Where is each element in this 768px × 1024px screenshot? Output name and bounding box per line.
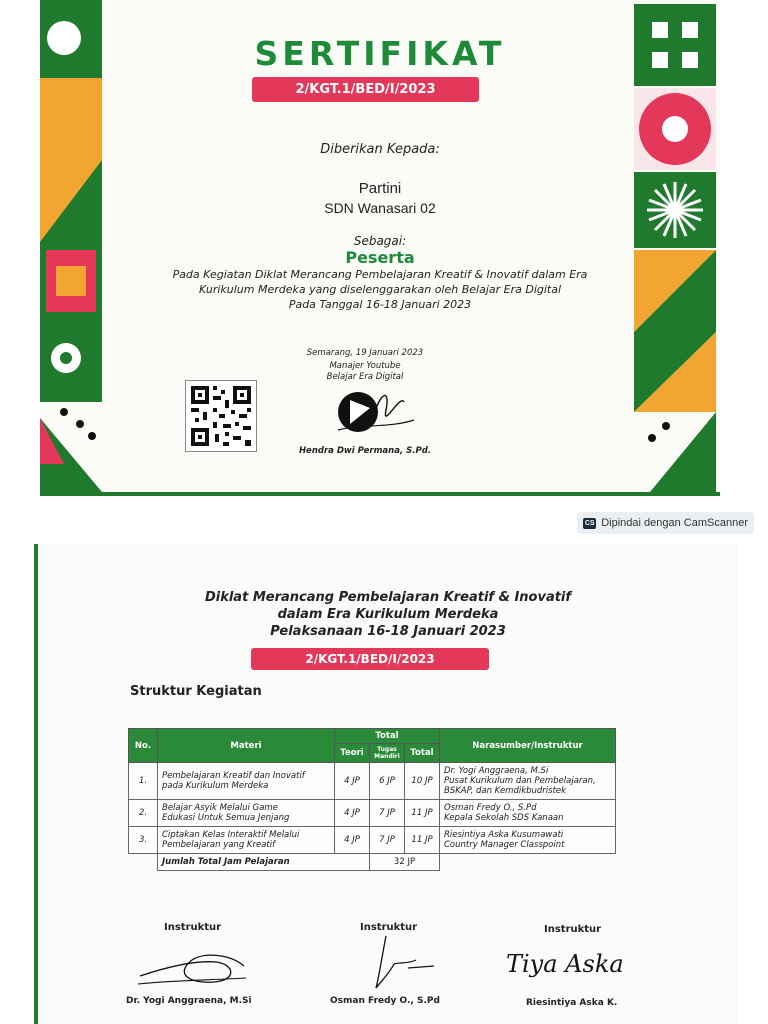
header-total: Total: [405, 744, 440, 763]
row-teori: 4 JP: [335, 763, 370, 800]
row-narasumber-line: Riesintiya Aska Kusumawati: [444, 830, 564, 840]
page2-title-line: Diklat Merancang Pembelajaran Kreatif & Inovatif: [204, 590, 572, 605]
row-materi-line: Ciptakan Kelas Interaktif Melalui: [162, 830, 300, 840]
row-tugas: 7 JP: [370, 827, 405, 854]
row-materi: [158, 827, 335, 854]
table-row: [129, 827, 616, 854]
camscanner-icon: CS: [584, 519, 595, 527]
recipient-school: SDN Wanasari 02: [324, 200, 436, 216]
row-total: 11 JP: [405, 827, 440, 854]
row-narasumber: [440, 827, 616, 854]
signature-2: [364, 932, 444, 998]
scanner-watermark: [577, 512, 754, 534]
signature-label: Instruktur: [164, 922, 222, 933]
header-teori: Teori: [335, 744, 370, 763]
recipient-role: Peserta: [345, 248, 415, 267]
total-spacer: [440, 854, 616, 871]
table-total-row: [129, 854, 616, 871]
row-total: 11 JP: [405, 800, 440, 827]
row-no: 2.: [129, 800, 158, 827]
total-value: 32 JP: [370, 854, 440, 871]
row-materi-line: Belajar Asyik Melalui Game: [162, 803, 278, 813]
total-label: Jumlah Total Jam Pelajaran: [158, 854, 370, 871]
row-materi-line: Pembelajaran yang Kreatif: [162, 840, 276, 850]
row-narasumber-line: Country Manager Classpoint: [444, 840, 565, 850]
row-materi-line: pada Kurikulum Merdeka: [162, 781, 269, 791]
header-no: No.: [129, 729, 158, 763]
row-materi: [158, 763, 335, 800]
activity-structure-page: [34, 544, 738, 1024]
signer-title: Manajer Youtube: [329, 361, 401, 371]
signature-3-script: Tiya Aska: [506, 950, 624, 978]
page2-title-line: dalam Era Kurikulum Merdeka: [277, 607, 499, 622]
row-narasumber-line: Kepala Sekolah SDS Kanaan: [444, 813, 564, 823]
section-title: Struktur Kegiatan: [130, 684, 262, 699]
row-narasumber: [440, 800, 616, 827]
row-materi-line: Edukasi Untuk Semua Jenjang: [162, 813, 290, 823]
total-spacer: [129, 854, 158, 871]
signer-organization: Belajar Era Digital: [326, 372, 404, 382]
table-row: [129, 800, 616, 827]
row-teori: 4 JP: [335, 800, 370, 827]
certificate-page: [40, 0, 720, 496]
row-teori: 4 JP: [335, 827, 370, 854]
description-line: Pada Kegiatan Diklat Merancang Pembelajaran Kreatif & Inovatif dalam Era: [172, 268, 588, 281]
description-line: Pada Tanggal 16-18 Januari 2023: [288, 298, 472, 311]
row-narasumber-line: Osman Fredy O., S.Pd: [444, 803, 537, 813]
table-row: [129, 763, 616, 800]
header-total-group: Total: [335, 729, 440, 744]
signature-1: [134, 940, 254, 990]
row-narasumber-line: Dr. Yogi Anggraena, M.Si: [444, 766, 549, 776]
place-date: Semarang, 19 Januari 2023: [306, 348, 424, 358]
row-total: 10 JP: [405, 763, 440, 800]
certificate-code-badge: 2/KGT.1/BED/I/2023: [252, 77, 479, 102]
qr-code: [185, 380, 257, 452]
scanner-note-text: Dipindai dengan CamScanner: [601, 517, 748, 529]
header-narasumber: Narasumber/Instruktur: [440, 729, 616, 763]
row-tugas: 6 JP: [370, 763, 405, 800]
as-label: Sebagai:: [353, 234, 407, 248]
certificate-title: SERTIFIKAT: [254, 34, 506, 73]
page2-code-badge: 2/KGT.1/BED/I/2023: [251, 648, 489, 670]
schedule-table: [128, 728, 616, 871]
event-description: [40, 267, 720, 312]
page2-title-line: Pelaksanaan 16-18 Januari 2023: [270, 624, 506, 639]
row-no: 3.: [129, 827, 158, 854]
organization-logo-signature: [330, 384, 420, 440]
signer-name-1: Dr. Yogi Anggraena, M.Si: [126, 996, 252, 1006]
row-materi-line: Pembelajaran Kreatif dan Inovatif: [162, 771, 305, 781]
row-narasumber-line: Pusat Kurikulum dan Pembelajaran,: [444, 776, 596, 786]
row-narasumber: [440, 763, 616, 800]
signature-label: Instruktur: [544, 924, 602, 935]
header-materi: Materi: [158, 729, 335, 763]
signer-name-3: Riesintiya Aska K.: [526, 998, 618, 1008]
signer-name-2: Osman Fredy O., S.Pd: [330, 996, 440, 1006]
signer-name: Hendra Dwi Permana, S.Pd.: [298, 446, 432, 456]
recipient-name: Partini: [358, 180, 402, 197]
signature-3: [502, 940, 638, 986]
row-tugas: 7 JP: [370, 800, 405, 827]
description-line: Kurikulum Merdeka yang diselenggarakan oleh Belajar Era Digital: [198, 283, 562, 296]
header-tugas-mandiri: Tugas Mandiri: [370, 744, 405, 763]
row-no: 1.: [129, 763, 158, 800]
table-header-row: [129, 729, 616, 744]
row-materi: [158, 800, 335, 827]
row-narasumber-line: BSKAP, dan Kemdikbudristek: [444, 786, 567, 796]
signature-label: Instruktur: [360, 922, 418, 933]
given-to-label: Diberikan Kepada:: [320, 142, 440, 157]
